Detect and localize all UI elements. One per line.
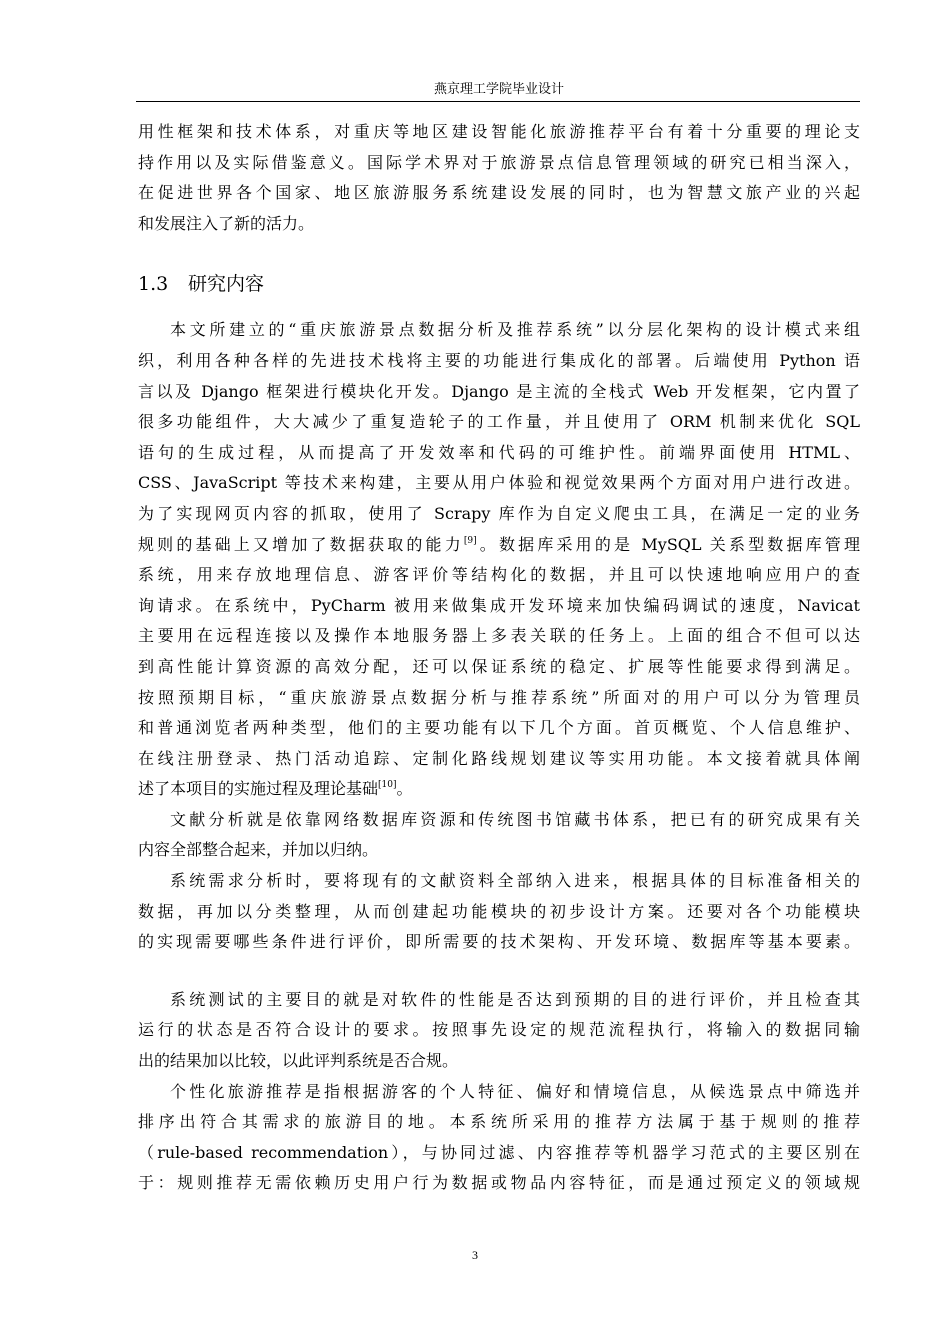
text-line: 系统测试的主要目的就是对软件的性能是否达到预期的目的进行评价，并且检查其 <box>170 989 860 1009</box>
text-line: 在线注册登录、热门活动追踪、定制化路线规划建议等实用功能。本文接着就具体阐 <box>138 748 860 768</box>
citation: [10] <box>378 780 397 791</box>
paragraph-recommendation <box>138 1077 860 1199</box>
paragraph-testing <box>138 985 860 1077</box>
section-title: 研究内容 <box>188 273 265 296</box>
text-line: 按照预期目标，“重庆旅游景点数据分析与推荐系统”所面对的用户可以分为管理员 <box>138 687 860 707</box>
intro-paragraph <box>138 117 860 239</box>
section-heading <box>138 239 860 315</box>
paragraph-system-overview <box>138 315 860 805</box>
text-line: 个性化旅游推荐是指根据游客的个人特征、偏好和情境信息，从候选景点中筛选并 <box>170 1081 860 1101</box>
citation: [9] <box>463 535 477 546</box>
text-span: 述了本项目的实施过程及理论基础 <box>138 779 379 799</box>
text-line: CSS、JavaScript 等技术来构建，主要从用户体验和视觉效果两个方面对用户进行改进。 <box>138 473 860 493</box>
text-line: 询请求。在系统中，PyCharm 被用来做集成开发环境来加快编码调试的速度，Navicat <box>138 595 860 615</box>
text-span: 。数据库采用的是 MySQL 关系型数据库管理 <box>476 534 860 554</box>
text-line: 言以及 Django 框架进行模块化开发。Django 是主流的全栈式 Web 开发框架，它内置了 <box>138 381 860 401</box>
paragraph-literature <box>138 805 860 866</box>
text-line: 在促进世界各个国家、地区旅游服务系统建设发展的同时，也为智慧文旅产业的兴起 <box>138 183 860 203</box>
text-line: 为了实现网页内容的抓取，使用了 Scrapy 库作为自定义爬虫工具，在满足一定的业务 <box>138 503 860 523</box>
text-line: 于：规则推荐无需依赖历史用户行为数据或物品内容特征，而是通过预定义的领域规 <box>138 1173 860 1193</box>
text-line: 和发展注入了新的活力。 <box>138 213 315 233</box>
text-line <box>138 530 860 561</box>
text-line: 主要用在远程连接以及操作本地服务器上多表关联的任务上。上面的组合不但可以达 <box>138 626 860 646</box>
text-span: 。 <box>396 779 413 799</box>
page-number: 3 <box>472 1248 478 1262</box>
text-line: 织，利用各种各样的先进技术栈将主要的功能进行集成化的部署。后端使用 Python 语 <box>138 350 860 370</box>
text-line: 文献分析就是依靠网络数据库资源和传统图书馆藏书体系，把已有的研究成果有关 <box>170 809 860 829</box>
text-span: 规则的基础上又增加了数据获取的能力 <box>138 534 464 554</box>
page-body <box>138 117 860 1199</box>
header-divider <box>136 101 860 102</box>
text-line: 运行的状态是否符合设计的要求。按照事先设定的规范流程执行，将输入的数据同输 <box>138 1020 860 1040</box>
text-line: 的实现需要哪些条件进行评价，即所需要的技术架构、开发环境、数据库等基本要素。 <box>138 932 860 952</box>
text-line: 用性框架和技术体系，对重庆等地区建设智能化旅游推荐平台有着十分重要的理论支 <box>138 122 860 141</box>
text-line: 持作用以及实际借鉴意义。国际学术界对于旅游景点信息管理领域的研究已相当深入， <box>138 152 860 172</box>
text-line: 数据，再加以分类整理，从而创建起功能模块的初步设计方案。还要对各个功能模块 <box>138 901 860 921</box>
text-line: （rule-based recommendation），与协同过滤、内容推荐等机器学习范式的主要区别在 <box>138 1142 860 1162</box>
text-line: 排序出符合其需求的旅游目的地。本系统所采用的推荐方法属于基于规则的推荐 <box>138 1112 860 1132</box>
text-line: 系统需求分析时，要将现有的文献资料全部纳入进来，根据具体的目标准备相关的 <box>170 871 860 891</box>
text-line: 系统，用来存放地理信息、游客评价等结构化的数据，并且可以快速地响应用户的查 <box>138 565 860 585</box>
text-line: 本文所建立的“重庆旅游景点数据分析及推荐系统”以分层化架构的设计模式来组 <box>170 320 860 340</box>
page-header-title: 燕京理工学院毕业设计 <box>433 82 564 97</box>
text-line <box>138 774 860 805</box>
text-line: 内容全部整合起来，并加以归纳。 <box>138 840 379 860</box>
text-line: 语句的生成过程，从而提高了开发效率和代码的可维护性。前端界面使用 HTML、 <box>138 442 860 462</box>
paragraph-requirements <box>138 866 860 958</box>
text-line: 很多功能组件，大大减少了重复造轮子的工作量，并且使用了 ORM 机制来优化 SQL <box>138 412 860 432</box>
text-line: 出的结果加以比较，以此评判系统是否合规。 <box>138 1051 459 1071</box>
blank-line <box>138 958 860 985</box>
text-line: 和普通浏览者两种类型，他们的主要功能有以下几个方面。首页概览、个人信息维护、 <box>138 718 860 738</box>
section-number: 1.3 <box>138 273 169 296</box>
text-line: 到高性能计算资源的高效分配，还可以保证系统的稳定、扩展等性能要求得到满足。 <box>138 656 860 676</box>
